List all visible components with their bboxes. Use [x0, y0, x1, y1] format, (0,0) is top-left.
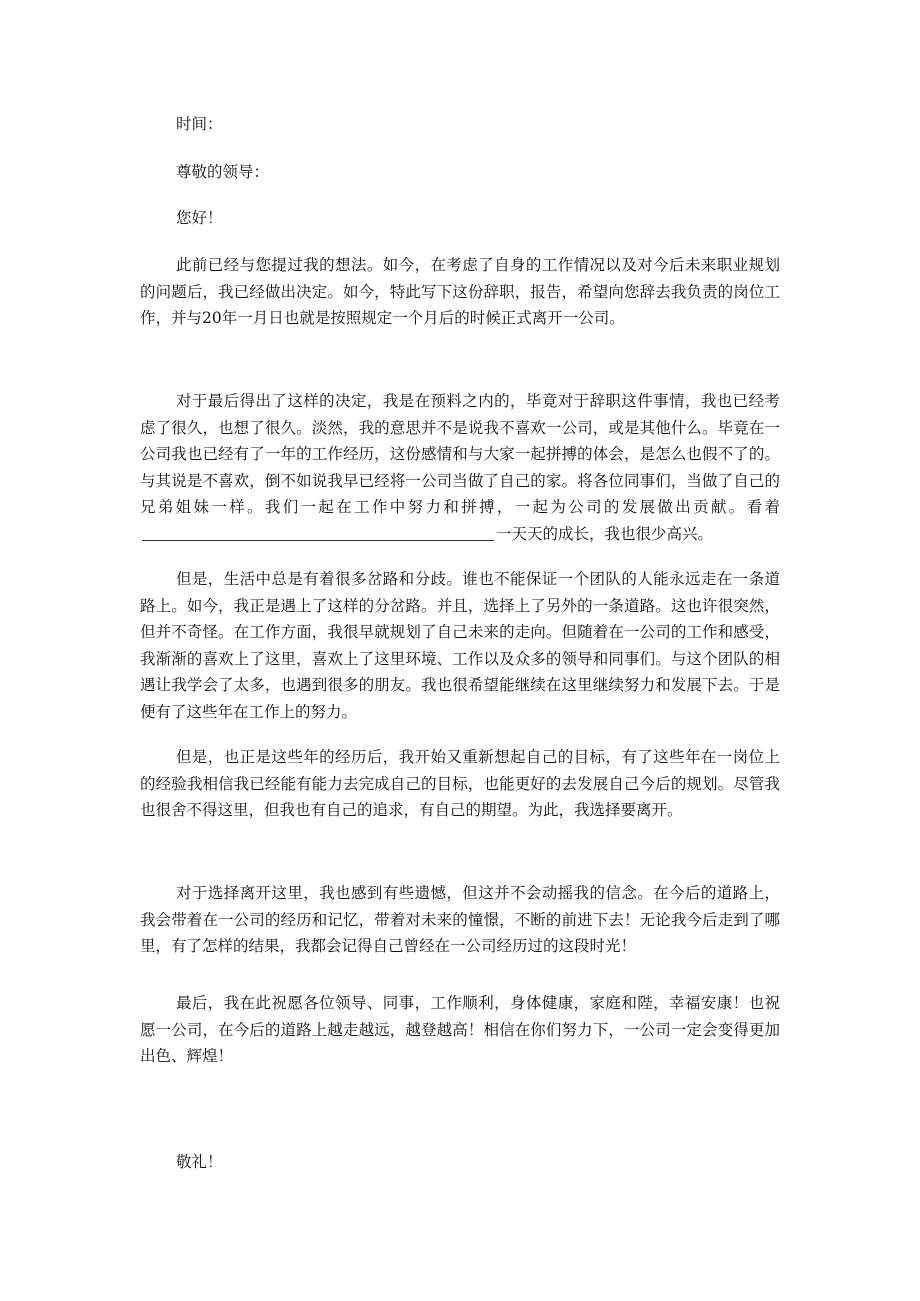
- fill-in-blank: [142, 524, 494, 541]
- salutation: 尊敬的领导：: [176, 163, 270, 181]
- time-label: 时间：: [176, 115, 223, 133]
- paragraph-1-text: 此前已经与您提过我的想法。如今，在考虑了自身的工作情况以及对今后未来职业规划的问题后，我已经做出决定。如今，特此写下这份辞职，报告，希望向您辞去我负责的岗位工作，并与20年一月日也就是按照规定一个月后的时候正式离开一公司。: [140, 256, 780, 327]
- paragraph-5: [140, 880, 780, 960]
- paragraph-4: [140, 744, 780, 824]
- paragraph-2: [140, 388, 780, 547]
- paragraph-5-text: 对于选择离开这里，我也感到有些遗憾，但这并不会动摇我的信念。在今后的道路上，我会带着在一公司的经历和记忆，带着对未来的憧憬，不断的前进下去！无论我今后走到了哪里，有了怎样的结果，我都会记得自己曾经在一公司经历过的这段时光！: [140, 884, 780, 955]
- paragraph-6: [140, 990, 780, 1070]
- paragraph-2-text: [140, 388, 780, 547]
- paragraph-4-text: 但是，也正是这些年的经历后，我开始又重新想起自己的目标，有了这些年在一岗位上的经验我相信我已经能有能力去完成自己的目标，也能更好的去发展自己今后的规划。尽管我也很舍不得这里，但我也有自己的追求，有自己的期望。为此，我选择要离开。: [140, 748, 780, 819]
- paragraph-2-text-a: 对于最后得出了这样的决定，我是在预料之内的，毕竟对于辞职这件事情，我也已经考虑了很久，也想了很久。淡然，我的意思并不是说我不喜欢一公司，或是其他什么。毕竟在一公司我也已经有了一年的工作经历，这份感情和与大家一起拼搏的体会，是怎么也假不了的。与其说是不喜欢，倒不如说我早已经将一公司当做了自己的家。将各位同事们，当做了自己的兄弟姐妹一样。我们一起在工作中努力和拼搏，一起为公司的发展做出贡献。看着: [140, 392, 780, 516]
- paragraph-2-text-b: 一天天的成长，我也很少高兴。: [496, 524, 714, 543]
- paragraph-6-text: 最后，我在此祝愿各位领导、同事，工作顺利，身体健康，家庭和陛，幸福安康！也祝愿一公司，在今后的道路上越走越远，越登越高！相信在你们努力下，一公司一定会变得更加出色、辉煌！: [140, 994, 780, 1065]
- paragraph-3: [140, 566, 780, 725]
- greeting: 您好！: [176, 209, 223, 227]
- closing: 敬礼！: [176, 1153, 223, 1171]
- paragraph-1: [140, 252, 780, 332]
- paragraph-3-text: 但是，生活中总是有着很多岔路和分歧。谁也不能保证一个团队的人能永远走在一条道路上。如今，我正是遇上了这样的分岔路。并且，选择上了另外的一条道路。这也许很突然，但并不奇怪。在工作方面，我很早就规划了自己未来的走向。但随着在一公司的工作和感受，我渐渐的喜欢上了这里，喜欢上了这里环境、工作以及众多的领导和同事们。与这个团队的相遇让我学会了太多，也遇到很多的朋友。我也很希望能继续在这里继续努力和发展下去。于是便有了这些年在工作上的努力。: [140, 570, 780, 721]
